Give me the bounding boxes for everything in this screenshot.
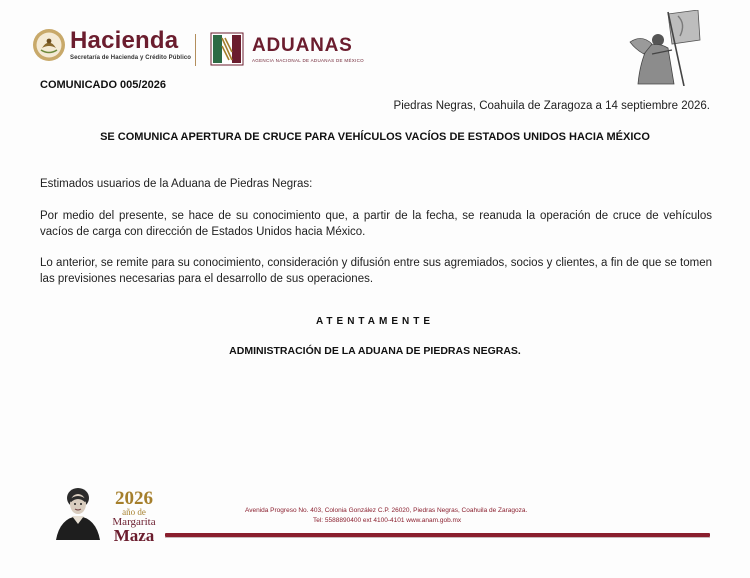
contact-line: Tel: 5588890400 ext 4100-4101 www.anam.gob.mx	[313, 517, 462, 524]
logo-divider	[195, 34, 196, 66]
footer-bar-shadow	[165, 537, 710, 538]
comunicado-number: COMUNICADO 005/2026	[40, 79, 166, 91]
honoree-first-name: Margarita	[112, 516, 156, 528]
signer-office: ADMINISTRACIÓN DE LA ADUANA DE PIEDRAS NEGRAS.	[229, 345, 521, 357]
hacienda-wordmark: Hacienda	[70, 27, 179, 54]
aduanas-subtitle: AGENCIA NACIONAL DE ADUANAS DE MÉXICO	[252, 57, 364, 63]
year-number: 2026	[115, 488, 153, 509]
closing-atentamente: ATENTAMENTE	[315, 316, 435, 327]
subject-heading: SE COMUNICA APERTURA DE CRUCE PARA VEHÍCULOS VACÍOS DE ESTADOS UNIDOS HACIA MÉXICO	[100, 131, 650, 143]
year-connector: año de	[122, 507, 146, 517]
hacienda-subtitle: Secretaría de Hacienda y Crédito Público	[70, 55, 192, 61]
mexico-coat-of-arms-seal-icon	[32, 28, 66, 62]
aduanas-logo	[210, 32, 364, 66]
year-commemoration-logo	[108, 490, 160, 544]
margarita-maza-portrait-icon	[50, 484, 106, 540]
aduanas-logo-icon	[210, 32, 244, 66]
aduanas-wordmark: ADUANAS	[252, 34, 353, 56]
body-paragraph-1: Por medio del presente, se hace de su conocimiento que, a partir de la fecha, se reanuda la operación de cruce de vehículos vacíos de carga con dirección de Estados Unidos hacia México.	[40, 210, 712, 238]
body-paragraph-2: Lo anterior, se remite para su conocimiento, consideración y difusión entre sus agremiados, socios y clientes, a fin de que se tomen las previsiones necesarias para el desarrollo de sus operaciones.	[40, 257, 712, 285]
honoree-surname: Maza	[113, 526, 155, 545]
place-and-date: Piedras Negras, Coahuila de Zaragoza a 14 septiembre 2026.	[393, 100, 710, 112]
hacienda-logo	[32, 28, 191, 62]
address-line: Avenida Progreso No. 403, Colonia González C.P. 26020, Piedras Negras, Coahuila de Zaragoza.	[245, 507, 528, 514]
salutation: Estimados usuarios de la Aduana de Piedras Negras:	[40, 178, 313, 190]
flag-bearer-figure-icon	[628, 10, 702, 86]
footer-address	[245, 506, 527, 526]
